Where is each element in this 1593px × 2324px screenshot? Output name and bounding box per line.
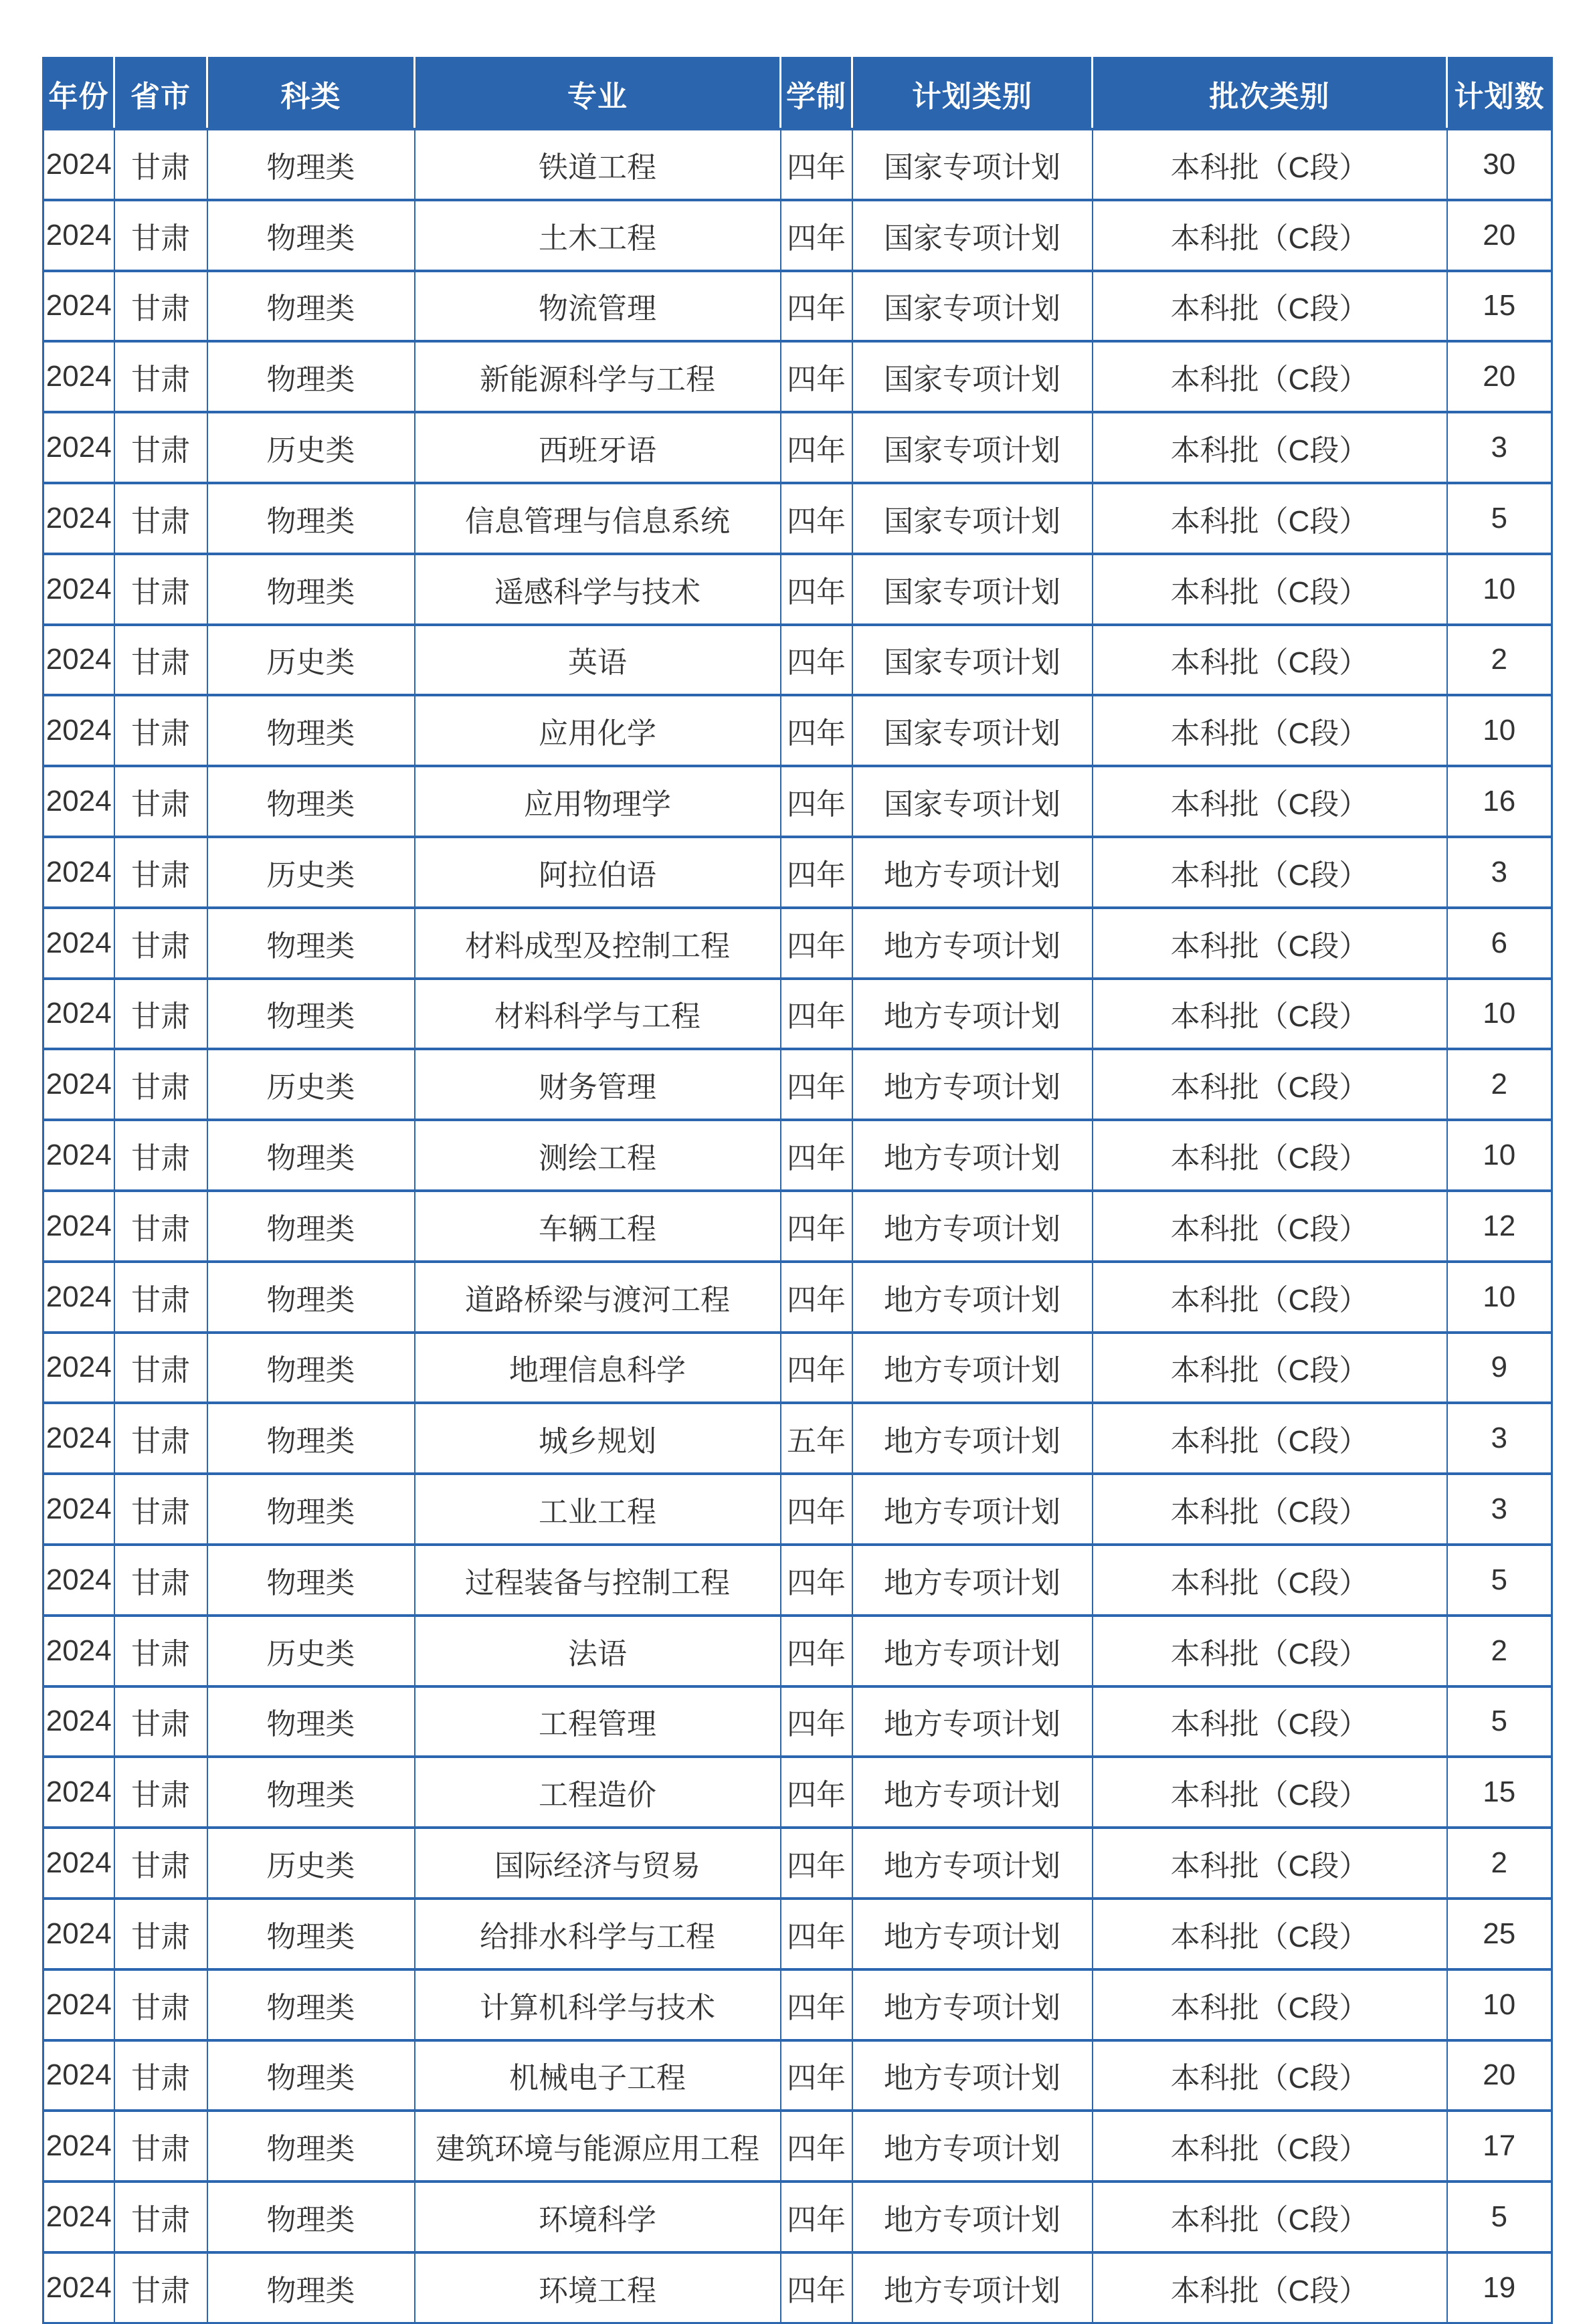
- table-row: [43, 1828, 1552, 1899]
- table-cell: 国家专项计划: [852, 483, 1093, 554]
- table-cell: 2024: [43, 979, 114, 1050]
- table-cell: 本科批（C段）: [1093, 908, 1447, 979]
- table-cell: 城乡规划: [415, 1403, 781, 1474]
- table-cell: 甘肃: [114, 271, 207, 342]
- table-cell: 四年: [781, 2252, 852, 2323]
- table-cell: 英语: [415, 625, 781, 696]
- table-cell: 2024: [43, 1049, 114, 1120]
- table-cell: 本科批（C段）: [1093, 1686, 1447, 1757]
- table-cell: 物理类: [207, 1333, 415, 1403]
- table-cell: 四年: [781, 412, 852, 483]
- table-cell: 2024: [43, 1403, 114, 1474]
- table-row: [43, 1191, 1552, 1262]
- table-row: [43, 1474, 1552, 1545]
- table-cell: 物理类: [207, 1262, 415, 1333]
- table-row: [43, 1333, 1552, 1403]
- table-cell: 物理类: [207, 200, 415, 271]
- table-cell: 2024: [43, 1120, 114, 1191]
- table-cell: 国家专项计划: [852, 271, 1093, 342]
- table-cell: 物理类: [207, 695, 415, 766]
- table-cell: 地方专项计划: [852, 908, 1093, 979]
- table-cell: 10: [1447, 1120, 1552, 1191]
- table-cell: 2: [1447, 1828, 1552, 1899]
- table-cell: 机械电子工程: [415, 2040, 781, 2111]
- table-cell: 物理类: [207, 1969, 415, 2040]
- table-cell: 环境科学: [415, 2182, 781, 2252]
- table-cell: 地方专项计划: [852, 1191, 1093, 1262]
- table-cell: 地方专项计划: [852, 1545, 1093, 1616]
- table-cell: 材料科学与工程: [415, 979, 781, 1050]
- table-row: [43, 129, 1552, 200]
- table-cell: 物理类: [207, 1191, 415, 1262]
- table-cell: 2024: [43, 908, 114, 979]
- table-cell: 2024: [43, 2252, 114, 2323]
- table-cell: 四年: [781, 2040, 852, 2111]
- table-cell: 地方专项计划: [852, 1049, 1093, 1120]
- table-cell: 2024: [43, 2182, 114, 2252]
- table-cell: 本科批（C段）: [1093, 2040, 1447, 2111]
- table-row: [43, 1899, 1552, 1969]
- table-cell: 物理类: [207, 2182, 415, 2252]
- table-cell: 地方专项计划: [852, 2182, 1093, 2252]
- table-cell: 2024: [43, 271, 114, 342]
- table-row: [43, 2040, 1552, 2111]
- table-cell: 历史类: [207, 837, 415, 908]
- table-cell: 本科批（C段）: [1093, 412, 1447, 483]
- table-cell: 20: [1447, 341, 1552, 412]
- table-cell: 四年: [781, 837, 852, 908]
- table-cell: 四年: [781, 1333, 852, 1403]
- table-cell: 本科批（C段）: [1093, 1049, 1447, 1120]
- table-cell: 甘肃: [114, 1828, 207, 1899]
- table-cell: 甘肃: [114, 1262, 207, 1333]
- table-cell: 给排水科学与工程: [415, 1899, 781, 1969]
- table-cell: 地方专项计划: [852, 2252, 1093, 2323]
- table-cell: 2024: [43, 625, 114, 696]
- table-cell: 本科批（C段）: [1093, 625, 1447, 696]
- table-cell: 9: [1447, 1333, 1552, 1403]
- table-row: [43, 483, 1552, 554]
- table-cell: 物理类: [207, 1474, 415, 1545]
- table-cell: 测绘工程: [415, 1120, 781, 1191]
- table-cell: 工业工程: [415, 1474, 781, 1545]
- table-cell: 2024: [43, 766, 114, 837]
- table-cell: 甘肃: [114, 1757, 207, 1828]
- table-cell: 四年: [781, 1545, 852, 1616]
- table-cell: 地方专项计划: [852, 1120, 1093, 1191]
- table-row: [43, 412, 1552, 483]
- table-cell: 本科批（C段）: [1093, 1191, 1447, 1262]
- table-cell: 四年: [781, 625, 852, 696]
- column-header: 计划类别: [852, 58, 1093, 130]
- table-cell: 本科批（C段）: [1093, 1969, 1447, 2040]
- table-cell: 甘肃: [114, 625, 207, 696]
- header-row: [43, 58, 1552, 130]
- table-cell: 甘肃: [114, 1969, 207, 2040]
- table-cell: 甘肃: [114, 1191, 207, 1262]
- table-cell: 地方专项计划: [852, 1828, 1093, 1899]
- table-cell: 2024: [43, 200, 114, 271]
- table-cell: 本科批（C段）: [1093, 129, 1447, 200]
- table-cell: 物理类: [207, 271, 415, 342]
- table-cell: 本科批（C段）: [1093, 1545, 1447, 1616]
- table-cell: 5: [1447, 1686, 1552, 1757]
- table-cell: 20: [1447, 2040, 1552, 2111]
- table-cell: 道路桥梁与渡河工程: [415, 1262, 781, 1333]
- table-cell: 甘肃: [114, 695, 207, 766]
- table-cell: 物理类: [207, 1403, 415, 1474]
- table-row: [43, 1545, 1552, 1616]
- table-cell: 四年: [781, 1262, 852, 1333]
- table-cell: 2024: [43, 341, 114, 412]
- table-cell: 地方专项计划: [852, 1403, 1093, 1474]
- table-cell: 工程造价: [415, 1757, 781, 1828]
- table-cell: 四年: [781, 1969, 852, 2040]
- table-cell: 10: [1447, 554, 1552, 625]
- table-cell: 国家专项计划: [852, 341, 1093, 412]
- table-cell: 本科批（C段）: [1093, 1474, 1447, 1545]
- table-cell: 2024: [43, 1757, 114, 1828]
- table-cell: 2: [1447, 1049, 1552, 1120]
- table-cell: 西班牙语: [415, 412, 781, 483]
- table-cell: 甘肃: [114, 908, 207, 979]
- table-cell: 甘肃: [114, 412, 207, 483]
- table-cell: 5: [1447, 2182, 1552, 2252]
- table-cell: 3: [1447, 1403, 1552, 1474]
- table-cell: 甘肃: [114, 2252, 207, 2323]
- table-cell: 本科批（C段）: [1093, 979, 1447, 1050]
- column-header: 年份: [43, 58, 114, 130]
- table-cell: 四年: [781, 1757, 852, 1828]
- table-row: [43, 2111, 1552, 2182]
- table-cell: 5: [1447, 1545, 1552, 1616]
- table-cell: 16: [1447, 766, 1552, 837]
- table-cell: 地方专项计划: [852, 837, 1093, 908]
- table-cell: 历史类: [207, 625, 415, 696]
- table-cell: 地方专项计划: [852, 1969, 1093, 2040]
- table-cell: 6: [1447, 908, 1552, 979]
- table-cell: 材料成型及控制工程: [415, 908, 781, 979]
- table-cell: 四年: [781, 908, 852, 979]
- table-row: [43, 766, 1552, 837]
- column-header: 计划数: [1447, 58, 1552, 130]
- table-cell: 物理类: [207, 554, 415, 625]
- table-cell: 12: [1447, 1191, 1552, 1262]
- table-cell: 2: [1447, 1616, 1552, 1686]
- table-cell: 5: [1447, 483, 1552, 554]
- table-cell: 甘肃: [114, 200, 207, 271]
- table-cell: 甘肃: [114, 1120, 207, 1191]
- table-cell: 物理类: [207, 341, 415, 412]
- table-cell: 物理类: [207, 2040, 415, 2111]
- table-cell: 3: [1447, 837, 1552, 908]
- table-cell: 本科批（C段）: [1093, 271, 1447, 342]
- table-cell: 物理类: [207, 483, 415, 554]
- table-cell: 法语: [415, 1616, 781, 1686]
- table-cell: 本科批（C段）: [1093, 341, 1447, 412]
- table-cell: 四年: [781, 554, 852, 625]
- table-cell: 甘肃: [114, 1474, 207, 1545]
- table-cell: 10: [1447, 1969, 1552, 2040]
- table-cell: 本科批（C段）: [1093, 1616, 1447, 1686]
- table-cell: 甘肃: [114, 341, 207, 412]
- table-cell: 物理类: [207, 979, 415, 1050]
- table-cell: 四年: [781, 483, 852, 554]
- table-cell: 历史类: [207, 412, 415, 483]
- table-cell: 本科批（C段）: [1093, 1403, 1447, 1474]
- table-cell: 本科批（C段）: [1093, 1757, 1447, 1828]
- table-row: [43, 554, 1552, 625]
- table-cell: 四年: [781, 1474, 852, 1545]
- table-cell: 历史类: [207, 1616, 415, 1686]
- table-cell: 四年: [781, 1191, 852, 1262]
- table-cell: 甘肃: [114, 1899, 207, 1969]
- table-cell: 历史类: [207, 1828, 415, 1899]
- table-cell: 国际经济与贸易: [415, 1828, 781, 1899]
- table-row: [43, 2252, 1552, 2323]
- table-cell: 四年: [781, 1828, 852, 1899]
- table-cell: 本科批（C段）: [1093, 766, 1447, 837]
- table-cell: 新能源科学与工程: [415, 341, 781, 412]
- table-cell: 本科批（C段）: [1093, 1333, 1447, 1403]
- table-cell: 本科批（C段）: [1093, 200, 1447, 271]
- table-cell: 甘肃: [114, 1333, 207, 1403]
- table-cell: 19: [1447, 2252, 1552, 2323]
- table-cell: 2024: [43, 412, 114, 483]
- table-cell: 地方专项计划: [852, 1616, 1093, 1686]
- table-cell: 本科批（C段）: [1093, 1828, 1447, 1899]
- column-header: 批次类别: [1093, 58, 1447, 130]
- table-cell: 2024: [43, 483, 114, 554]
- table-cell: 工程管理: [415, 1686, 781, 1757]
- table-cell: 四年: [781, 1049, 852, 1120]
- table-row: [43, 1686, 1552, 1757]
- table-cell: 2024: [43, 1333, 114, 1403]
- admission-plan-table-container: [42, 57, 1551, 2324]
- table-cell: 本科批（C段）: [1093, 2111, 1447, 2182]
- table-cell: 本科批（C段）: [1093, 1120, 1447, 1191]
- column-header: 学制: [781, 58, 852, 130]
- table-cell: 五年: [781, 1403, 852, 1474]
- table-cell: 物理类: [207, 766, 415, 837]
- table-cell: 2024: [43, 1969, 114, 2040]
- table-cell: 铁道工程: [415, 129, 781, 200]
- table-body: [43, 129, 1552, 2323]
- table-cell: 地理信息科学: [415, 1333, 781, 1403]
- table-cell: 甘肃: [114, 837, 207, 908]
- table-cell: 过程装备与控制工程: [415, 1545, 781, 1616]
- table-cell: 地方专项计划: [852, 1333, 1093, 1403]
- table-cell: 2024: [43, 1191, 114, 1262]
- table-row: [43, 200, 1552, 271]
- table-cell: 国家专项计划: [852, 412, 1093, 483]
- table-cell: 应用化学: [415, 695, 781, 766]
- table-cell: 四年: [781, 271, 852, 342]
- table-cell: 四年: [781, 695, 852, 766]
- table-cell: 甘肃: [114, 1616, 207, 1686]
- table-cell: 2024: [43, 695, 114, 766]
- table-cell: 2024: [43, 1545, 114, 1616]
- table-cell: 3: [1447, 412, 1552, 483]
- table-row: [43, 1262, 1552, 1333]
- table-row: [43, 271, 1552, 342]
- table-cell: 25: [1447, 1899, 1552, 1969]
- table-cell: 2024: [43, 1616, 114, 1686]
- table-cell: 四年: [781, 200, 852, 271]
- table-cell: 物理类: [207, 1686, 415, 1757]
- table-row: [43, 1616, 1552, 1686]
- table-cell: 物流管理: [415, 271, 781, 342]
- table-cell: 四年: [781, 341, 852, 412]
- table-cell: 财务管理: [415, 1049, 781, 1120]
- table-cell: 2: [1447, 625, 1552, 696]
- column-header: 专业: [415, 58, 781, 130]
- table-cell: 建筑环境与能源应用工程: [415, 2111, 781, 2182]
- table-cell: 甘肃: [114, 129, 207, 200]
- table-cell: 甘肃: [114, 2111, 207, 2182]
- table-cell: 物理类: [207, 1899, 415, 1969]
- table-cell: 甘肃: [114, 2182, 207, 2252]
- table-cell: 国家专项计划: [852, 200, 1093, 271]
- table-cell: 四年: [781, 2182, 852, 2252]
- table-row: [43, 1969, 1552, 2040]
- table-cell: 四年: [781, 1899, 852, 1969]
- table-cell: 环境工程: [415, 2252, 781, 2323]
- table-cell: 甘肃: [114, 979, 207, 1050]
- table-cell: 物理类: [207, 908, 415, 979]
- admission-plan-table: [42, 57, 1553, 2324]
- table-cell: 本科批（C段）: [1093, 2252, 1447, 2323]
- table-cell: 四年: [781, 979, 852, 1050]
- table-cell: 本科批（C段）: [1093, 554, 1447, 625]
- table-cell: 2024: [43, 1899, 114, 1969]
- table-row: [43, 1049, 1552, 1120]
- table-row: [43, 908, 1552, 979]
- table-cell: 四年: [781, 129, 852, 200]
- table-cell: 物理类: [207, 2111, 415, 2182]
- table-row: [43, 837, 1552, 908]
- table-cell: 甘肃: [114, 1686, 207, 1757]
- table-row: [43, 1757, 1552, 1828]
- table-row: [43, 1403, 1552, 1474]
- table-cell: 地方专项计划: [852, 2111, 1093, 2182]
- table-cell: 地方专项计划: [852, 979, 1093, 1050]
- table-cell: 甘肃: [114, 1049, 207, 1120]
- table-cell: 甘肃: [114, 554, 207, 625]
- table-cell: 甘肃: [114, 2040, 207, 2111]
- table-row: [43, 2182, 1552, 2252]
- table-cell: 甘肃: [114, 1403, 207, 1474]
- table-cell: 地方专项计划: [852, 1757, 1093, 1828]
- table-cell: 2024: [43, 1828, 114, 1899]
- table-cell: 四年: [781, 1686, 852, 1757]
- table-cell: 四年: [781, 1616, 852, 1686]
- table-cell: 遥感科学与技术: [415, 554, 781, 625]
- table-cell: 3: [1447, 1474, 1552, 1545]
- table-row: [43, 979, 1552, 1050]
- table-cell: 甘肃: [114, 1545, 207, 1616]
- table-cell: 物理类: [207, 1120, 415, 1191]
- table-cell: 国家专项计划: [852, 129, 1093, 200]
- table-cell: 地方专项计划: [852, 1686, 1093, 1757]
- table-cell: 国家专项计划: [852, 695, 1093, 766]
- table-cell: 15: [1447, 1757, 1552, 1828]
- table-cell: 地方专项计划: [852, 1899, 1093, 1969]
- table-row: [43, 695, 1552, 766]
- table-cell: 2024: [43, 1686, 114, 1757]
- table-row: [43, 1120, 1552, 1191]
- table-cell: 10: [1447, 1262, 1552, 1333]
- table-cell: 四年: [781, 1120, 852, 1191]
- table-cell: 本科批（C段）: [1093, 1262, 1447, 1333]
- table-cell: 17: [1447, 2111, 1552, 2182]
- table-cell: 2024: [43, 837, 114, 908]
- table-cell: 历史类: [207, 1049, 415, 1120]
- column-header: 科类: [207, 58, 415, 130]
- table-cell: 30: [1447, 129, 1552, 200]
- table-cell: 地方专项计划: [852, 1262, 1093, 1333]
- table-cell: 本科批（C段）: [1093, 1899, 1447, 1969]
- table-cell: 甘肃: [114, 483, 207, 554]
- column-header: 省市: [114, 58, 207, 130]
- table-cell: 本科批（C段）: [1093, 837, 1447, 908]
- table-cell: 本科批（C段）: [1093, 2182, 1447, 2252]
- table-cell: 车辆工程: [415, 1191, 781, 1262]
- table-cell: 20: [1447, 200, 1552, 271]
- table-cell: 阿拉伯语: [415, 837, 781, 908]
- table-cell: 地方专项计划: [852, 1474, 1093, 1545]
- table-cell: 计算机科学与技术: [415, 1969, 781, 2040]
- table-cell: 10: [1447, 695, 1552, 766]
- table-cell: 土木工程: [415, 200, 781, 271]
- table-cell: 物理类: [207, 1545, 415, 1616]
- table-cell: 2024: [43, 2111, 114, 2182]
- table-cell: 本科批（C段）: [1093, 483, 1447, 554]
- table-cell: 10: [1447, 979, 1552, 1050]
- table-cell: 物理类: [207, 129, 415, 200]
- table-cell: 四年: [781, 766, 852, 837]
- table-row: [43, 341, 1552, 412]
- table-cell: 国家专项计划: [852, 766, 1093, 837]
- table-cell: 2024: [43, 1474, 114, 1545]
- table-cell: 国家专项计划: [852, 625, 1093, 696]
- table-cell: 2024: [43, 1262, 114, 1333]
- table-cell: 2024: [43, 554, 114, 625]
- table-cell: 2024: [43, 129, 114, 200]
- table-row: [43, 625, 1552, 696]
- table-cell: 15: [1447, 271, 1552, 342]
- table-cell: 应用物理学: [415, 766, 781, 837]
- table-cell: 物理类: [207, 2252, 415, 2323]
- table-cell: 四年: [781, 2111, 852, 2182]
- table-cell: 地方专项计划: [852, 2040, 1093, 2111]
- table-cell: 本科批（C段）: [1093, 695, 1447, 766]
- table-cell: 信息管理与信息系统: [415, 483, 781, 554]
- table-cell: 2024: [43, 2040, 114, 2111]
- table-cell: 国家专项计划: [852, 554, 1093, 625]
- table-cell: 物理类: [207, 1757, 415, 1828]
- table-cell: 甘肃: [114, 766, 207, 837]
